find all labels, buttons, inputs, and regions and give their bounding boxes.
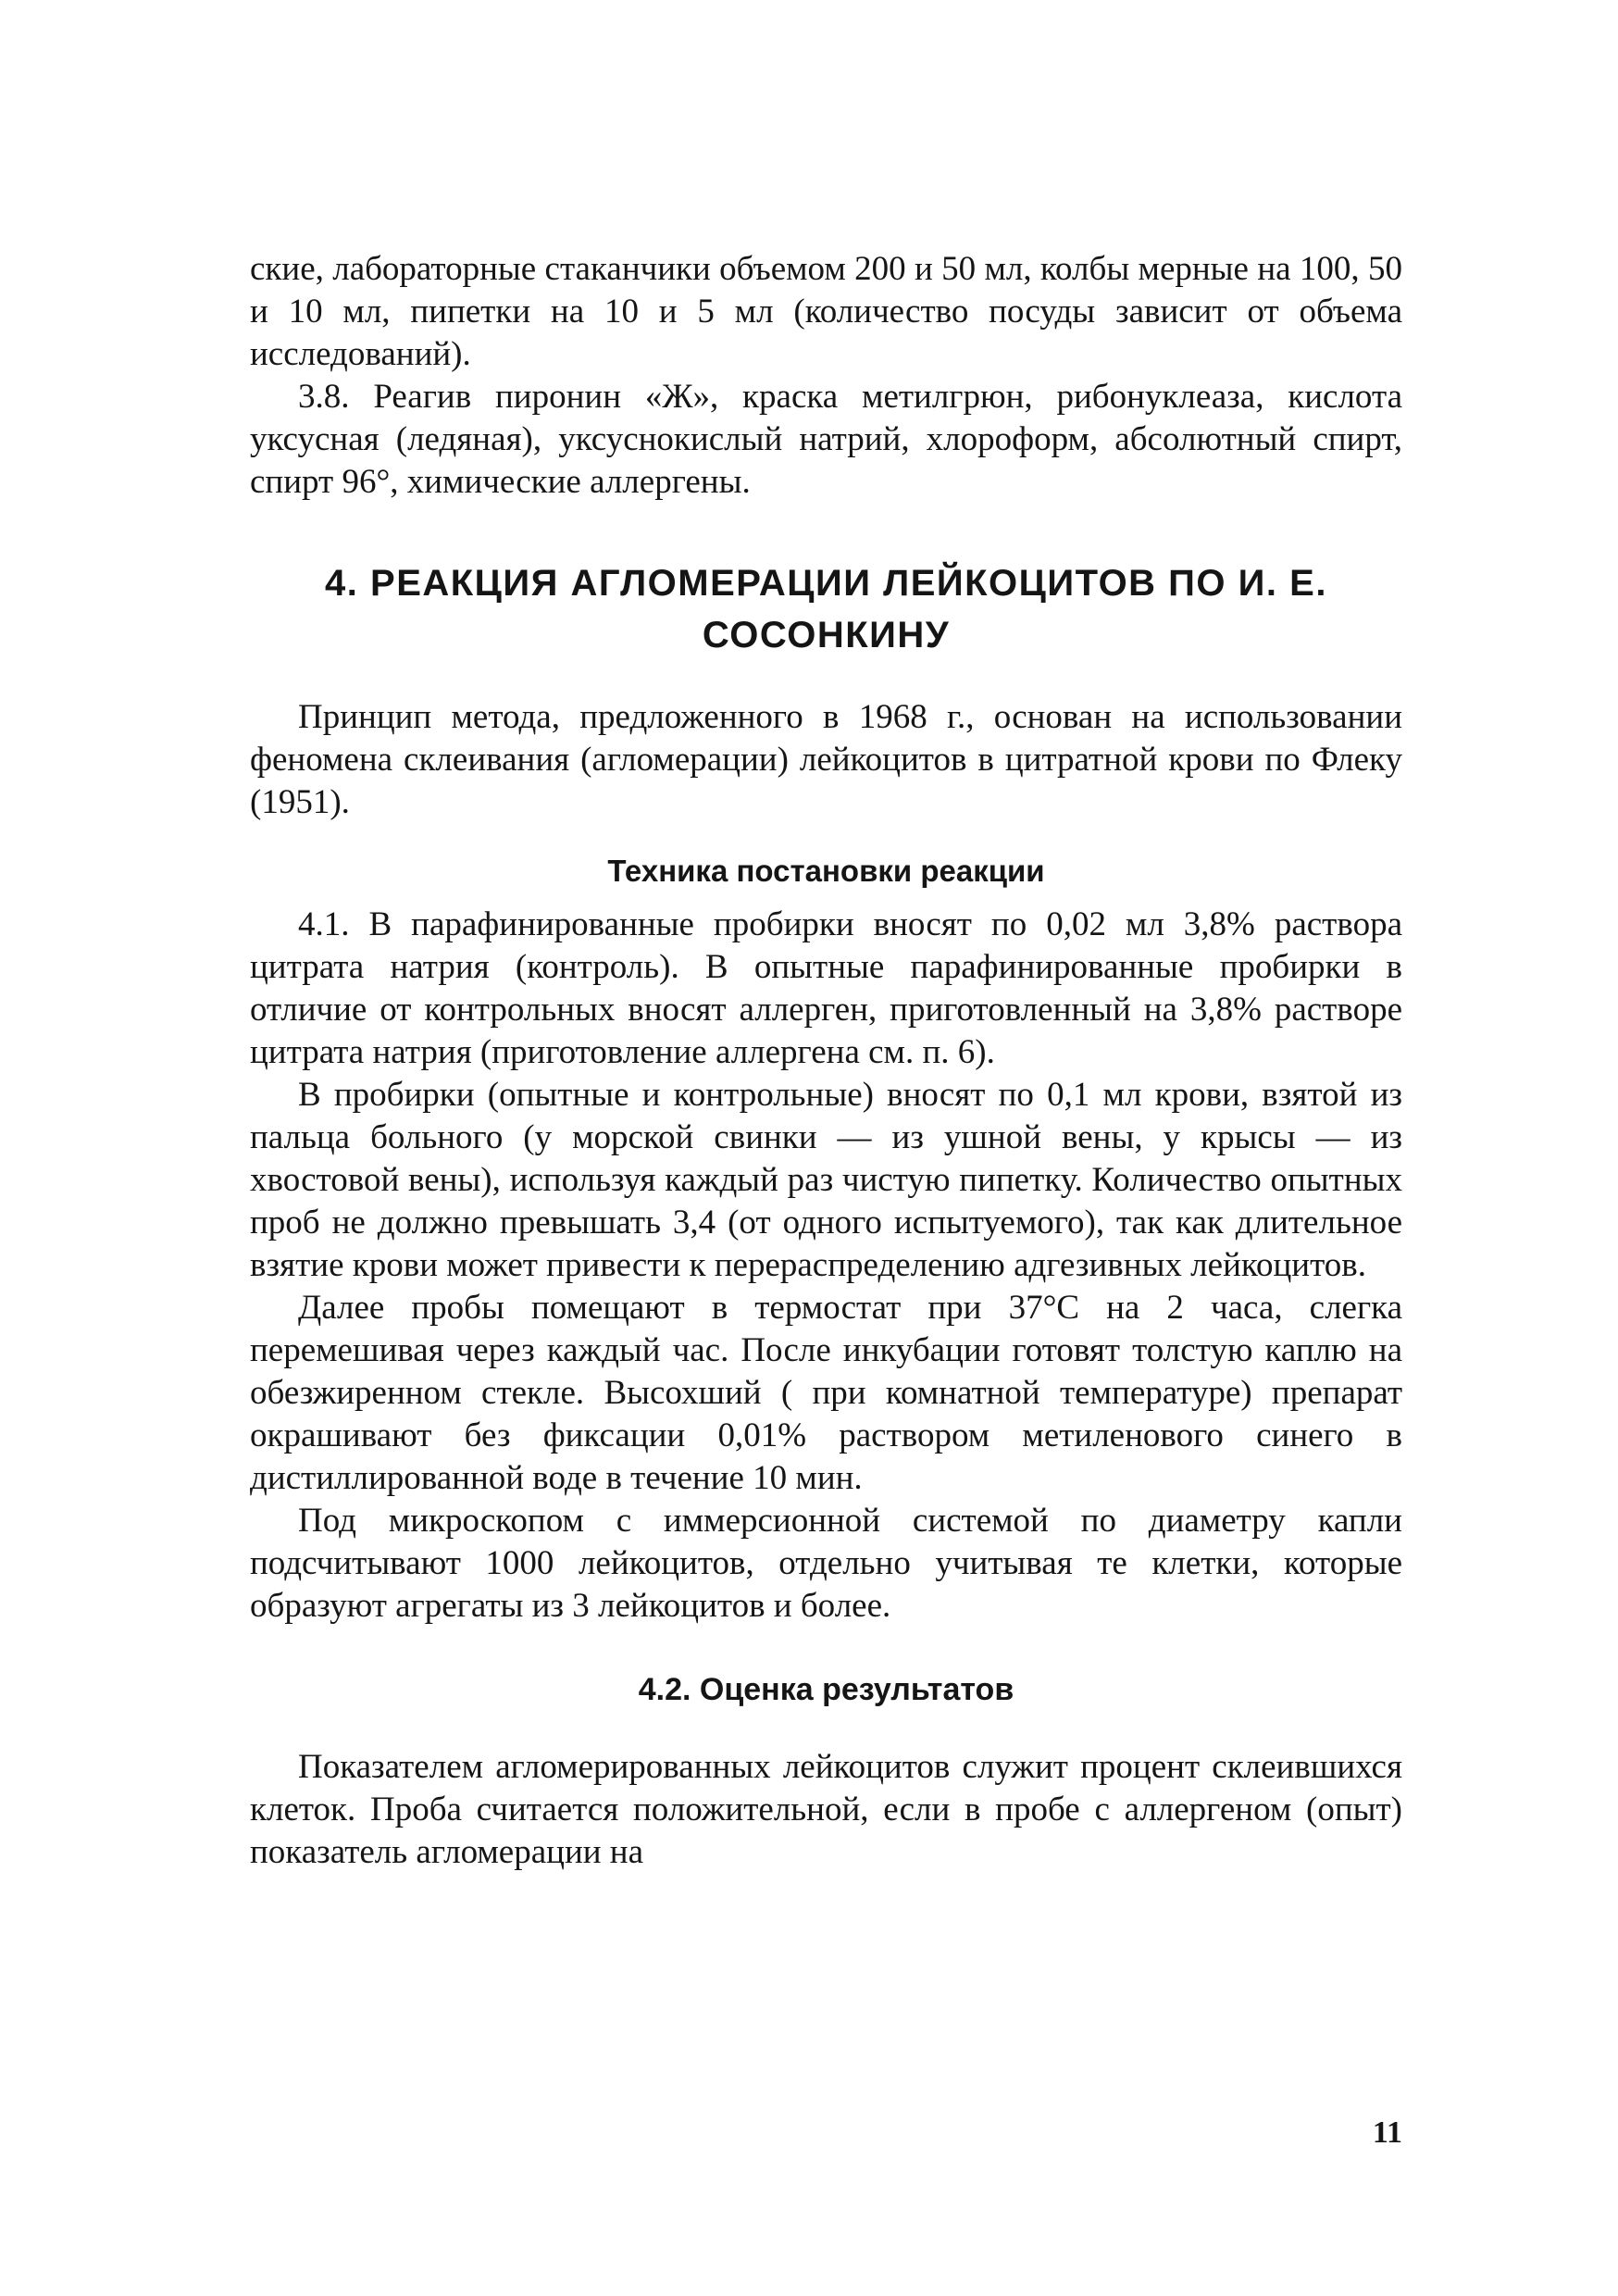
- paragraph-incubation: Далее пробы помещают в термостат при 37°С на 2 часа, слегка перемешивая через каждый час. После инкубации готовят толстую каплю на обезжиренном стекле. Высохший ( при комнатной температуре) препарат окрашивают без фиксации 0,01% раствором метиленового синего в дистиллированной воде в течение 10 мин.: [250, 1289, 1402, 1497]
- paragraph-blood-sampling: В пробирки (опытные и контрольные) вносят по 0,1 мл крови, взятой из пальца больного (у морской свинки — из ушной вены, у крысы — из хвостовой вены), используя каждый раз чистую пипетку. Количество опытных проб не должно превышать 3,4 (от одного испытуемого), так как длительное взятие крови может привести к перераспределению адгезивных лейкоцитов.: [250, 1076, 1402, 1284]
- subsection-title-results: 4.2. Оценка результатов: [638, 1672, 1014, 1707]
- paragraph-reagents: 3.8. Реагив пиронин «Ж», краска метилгрюн, рибонуклеаза, кислота уксусная (ледяная), уксуснокислый натрий, хлороформ, абсолютный спирт, спирт 96°, химические аллергены.: [250, 378, 1402, 501]
- paragraph-method-principle: Принцип метода, предложенного в 1968 г., основан на использовании феномена склеивания (агломерации) лейкоцитов в цитратной крови по Флеку (1951).: [250, 698, 1402, 821]
- paragraph-lab-glassware: ские, лабораторные стаканчики объемом 200 и 50 мл, колбы мерные на 100, 50 и 10 мл, пипетки на 10 и 5 мл (количество посуды зависит от объема исследований).: [250, 250, 1402, 373]
- document-page: [250, 248, 1402, 2266]
- page-number: 11: [1372, 2115, 1402, 2150]
- subsection-title-technique: Техника постановки реакции: [607, 854, 1045, 888]
- paragraph-results: Показателем агломерированных лейкоцитов служит процент склеившихся клеток. Проба считается положительной, если в пробе с аллергеном (опыт) показатель агломерации на: [250, 1748, 1402, 1871]
- section-title: 4. РЕАКЦИЯ АГЛОМЕРАЦИИ ЛЕЙКОЦИТОВ ПО И. Е. СОСОНКИНУ: [325, 563, 1327, 655]
- paragraph-step-4-1: 4.1. В парафинированные пробирки вносят по 0,02 мл 3,8% раствора цитрата натрия (контроль). В опытные парафинированные пробирки в отличие от контрольных вносят аллерген, приготовленный на 3,8% растворе цитрата натрия (приготовление аллергена см. п. 6).: [250, 905, 1402, 1071]
- paragraph-microscopy: Под микроскопом с иммерсионной системой по диаметру капли подсчитывают 1000 лейкоцитов, отдельно учитывая те клетки, которые образуют агрегаты из 3 лейкоцитов и более.: [250, 1502, 1402, 1625]
